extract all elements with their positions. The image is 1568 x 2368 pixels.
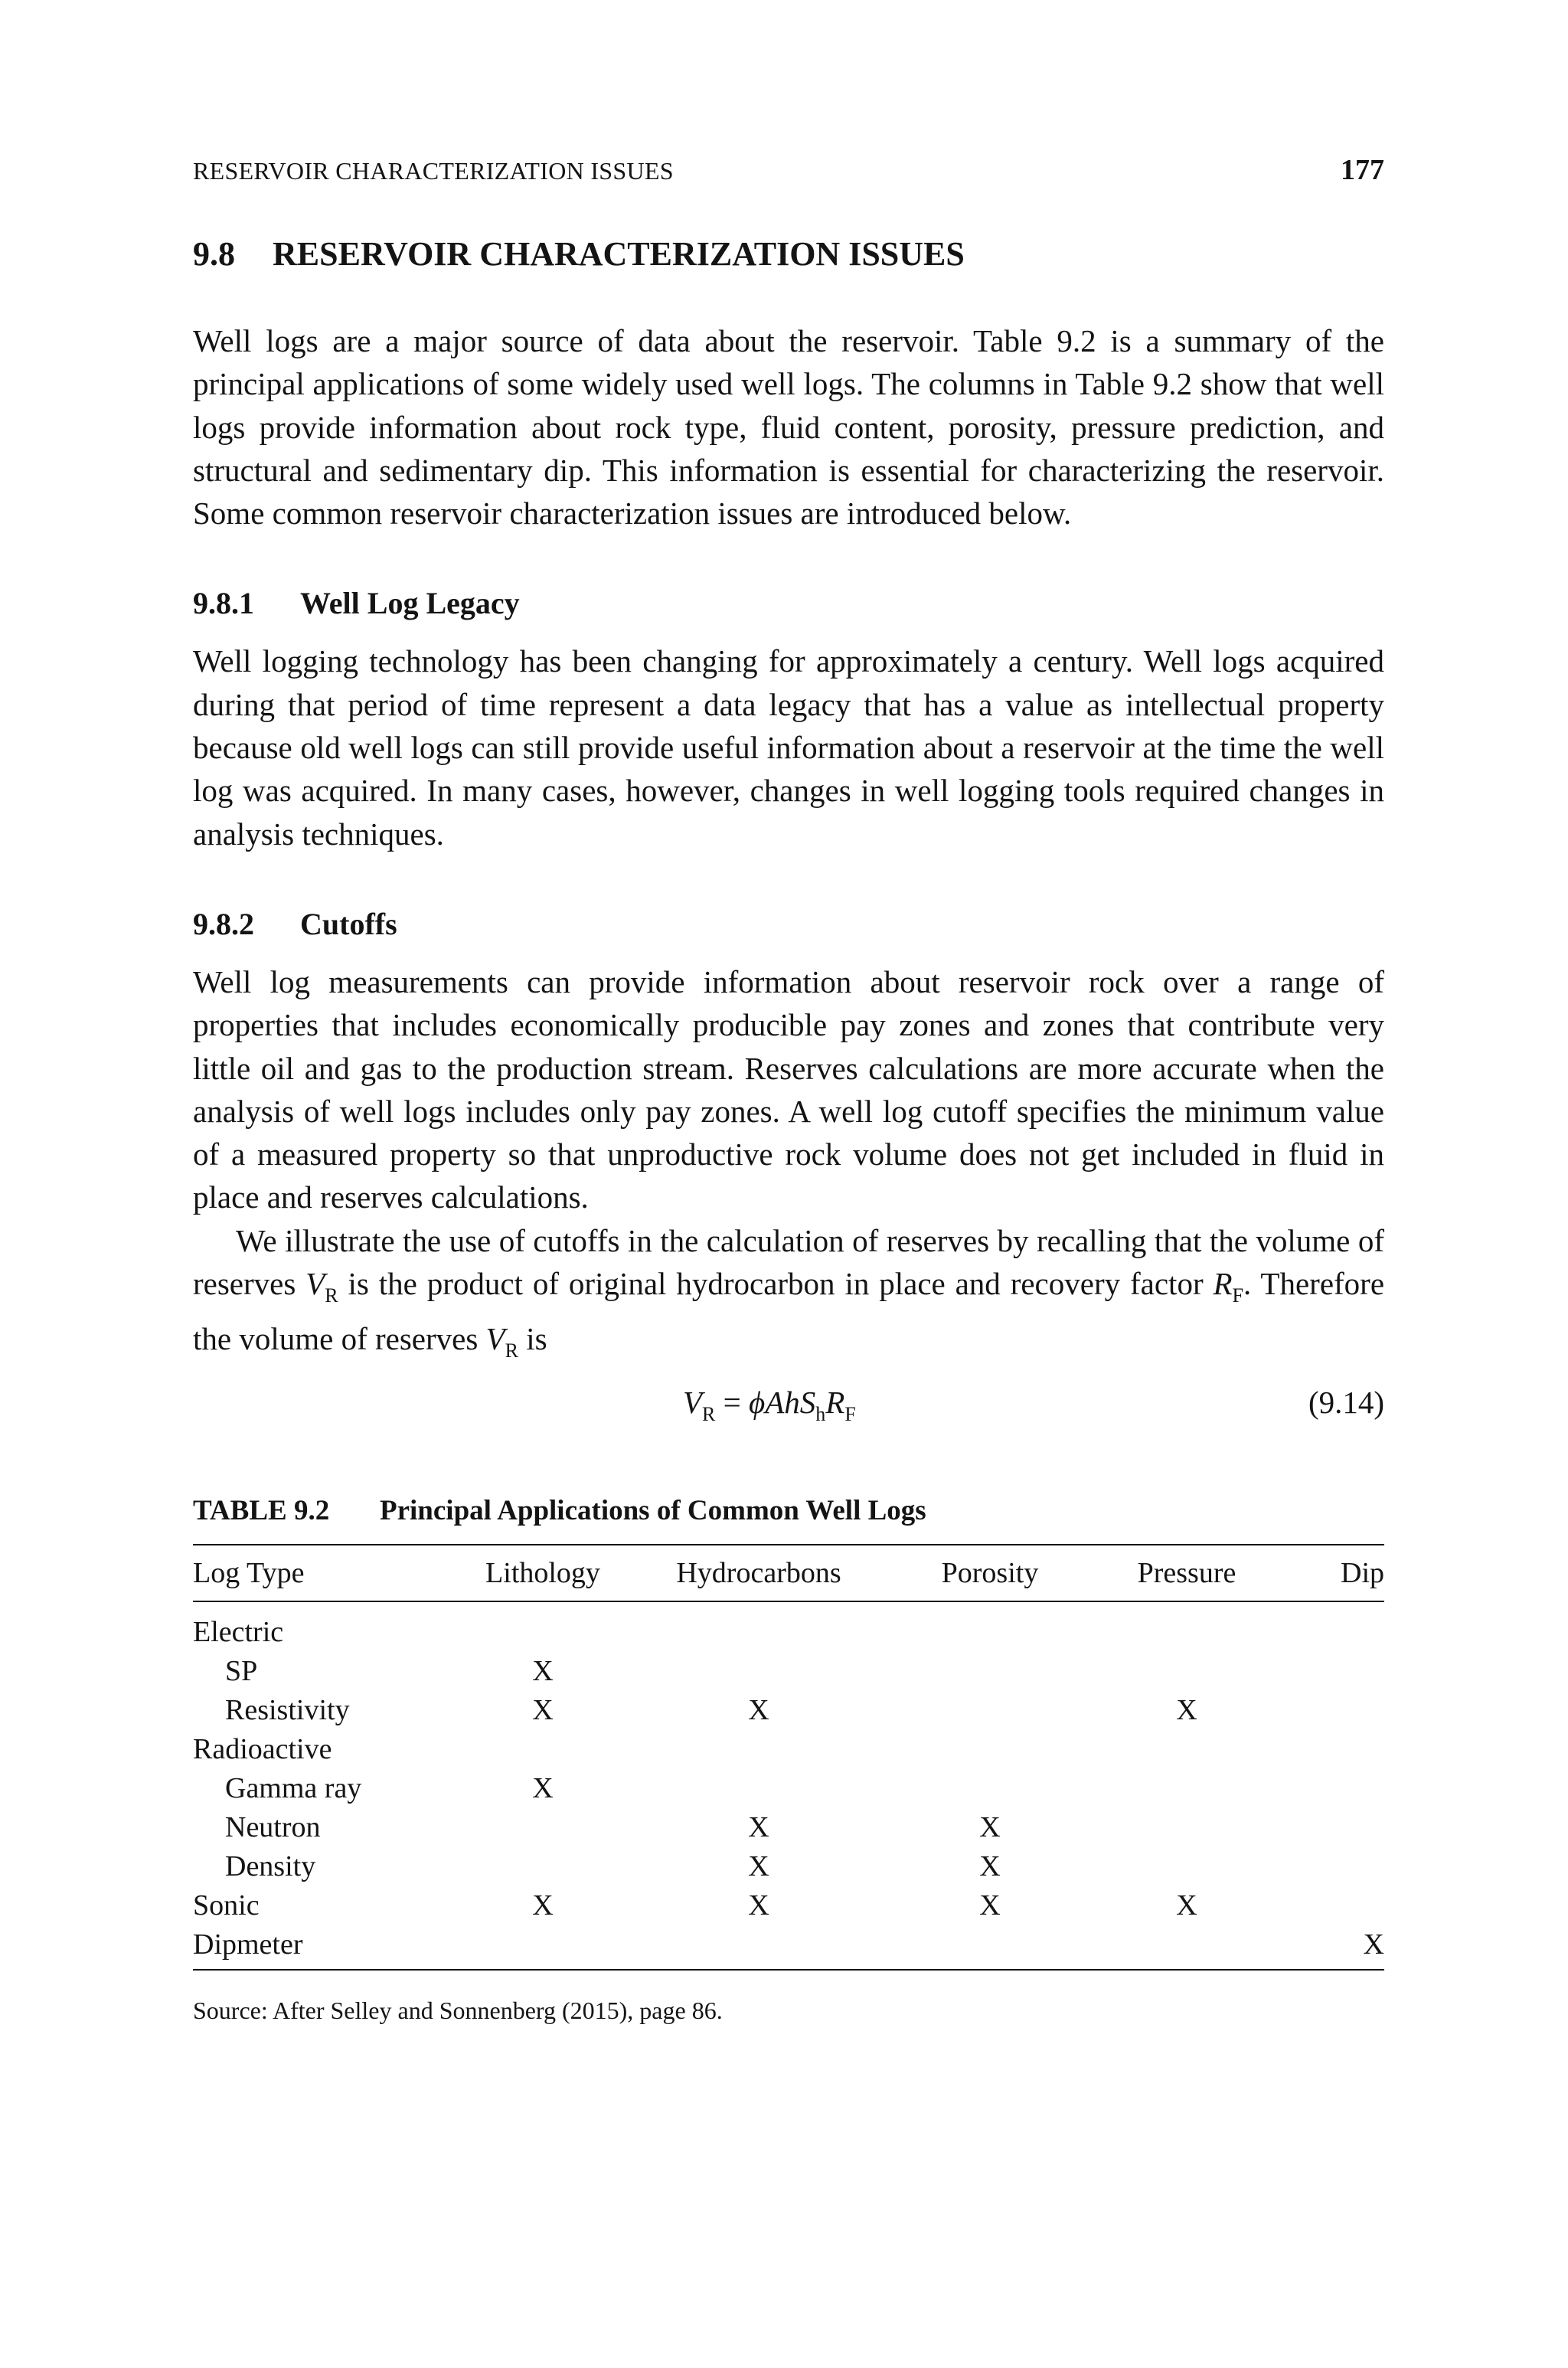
table-cell <box>887 1925 1093 1970</box>
table-cell: Sonic <box>193 1889 260 1922</box>
table-row <box>193 1847 1384 1886</box>
table-cell: Dipmeter <box>193 1925 455 1970</box>
table-cell: X <box>748 1810 769 1843</box>
table-row <box>193 1652 1384 1691</box>
eq-term: A <box>765 1384 785 1420</box>
eq-term: h <box>784 1384 800 1420</box>
table-cell <box>455 1847 631 1886</box>
equation-number: (9.14) <box>1308 1384 1384 1420</box>
table-cell <box>1093 1601 1280 1652</box>
equation-row <box>193 1384 1384 1430</box>
table-cell <box>1093 1847 1280 1886</box>
cutoffs-paragraph-1: Well log measurements can provide information about reservoir rock over a range of properties that includes economically producible pay zones and zones that contribute very little oil and gas to the production stream. Reserves calculations are more accurate when the analysis of well logs includes only pay zones. A well log cutoff specifies the minimum value of a measured property so that unproductive rock volume does not get included in fluid in place and reserves calculations. <box>193 963 1384 1215</box>
table-cell <box>1280 1808 1384 1847</box>
reserves-variable <box>485 1321 518 1362</box>
var-letter: R <box>1213 1266 1233 1302</box>
table-cell <box>631 1652 887 1691</box>
table-cell <box>887 1601 1093 1652</box>
table-cell <box>1093 1808 1280 1847</box>
text-run: is the product of original hydrocarbon in place and recovery factor <box>338 1266 1214 1302</box>
table-cell: X <box>748 1693 769 1726</box>
column-header: Hydrocarbons <box>631 1545 887 1601</box>
table-row <box>193 1886 1384 1925</box>
table-cell <box>631 1769 887 1808</box>
table-cell: X <box>532 1693 554 1726</box>
subsection-title: Well Log Legacy <box>300 586 520 621</box>
table-cell: X <box>979 1810 1001 1843</box>
table-cell <box>455 1925 631 1970</box>
table-cell <box>1093 1769 1280 1808</box>
table-cell: X <box>979 1850 1001 1882</box>
text-run: . Therefore the volume of reserves <box>193 1266 1385 1357</box>
table-row <box>193 1925 1384 1970</box>
table-cell: X <box>979 1889 1001 1922</box>
subsection-title: Cutoffs <box>300 906 397 941</box>
table-cell: X <box>748 1850 769 1882</box>
column-header: Lithology <box>455 1545 631 1601</box>
eq-term: S <box>799 1384 816 1420</box>
column-header: Pressure <box>1093 1545 1280 1601</box>
table-cell <box>887 1769 1093 1808</box>
running-head <box>193 153 1384 195</box>
text-run: is <box>518 1321 547 1357</box>
table-row <box>193 1808 1384 1847</box>
table-row <box>193 1769 1384 1808</box>
table-cell <box>1093 1652 1280 1691</box>
table-cell: X <box>532 1889 554 1922</box>
table-cell: Gamma ray <box>225 1771 362 1804</box>
var-subscript: R <box>505 1339 518 1362</box>
table-cell: X <box>532 1771 554 1804</box>
table-cell <box>1280 1769 1384 1808</box>
var-subscript: F <box>1232 1284 1244 1307</box>
eq-term: ϕ <box>749 1384 766 1420</box>
table-cell <box>1280 1601 1384 1652</box>
column-header: Porosity <box>887 1545 1093 1601</box>
table-cell: X <box>1176 1889 1197 1922</box>
page-number: 177 <box>1341 154 1384 186</box>
table-cell: X <box>532 1654 554 1687</box>
table-cell: X <box>1176 1693 1197 1726</box>
text-run: We illustrate the use of cutoffs in the calculation of reserves by recalling that the volume of reserves <box>193 1222 1384 1302</box>
table-cell: Neutron <box>225 1810 321 1843</box>
table-cell <box>1093 1925 1280 1970</box>
table-label: TABLE 9.2 <box>193 1494 330 1526</box>
table-cell <box>455 1601 631 1652</box>
reserves-equation <box>683 1384 856 1426</box>
table-row <box>193 1730 1384 1769</box>
table-cell <box>887 1691 1093 1730</box>
table-cell <box>1280 1691 1384 1730</box>
table-source-note: Source: After Selley and Sonnenberg (2015), page 86. <box>193 1996 723 2024</box>
table-cell <box>887 1652 1093 1691</box>
table-cell: SP <box>225 1654 258 1687</box>
table-title: Principal Applications of Common Well Logs <box>380 1494 926 1526</box>
subsection-heading-cutoffs <box>193 906 1384 942</box>
section-heading <box>193 234 1384 273</box>
legacy-paragraph: Well logging technology has been changing for approximately a century. Well logs acquired during that period of time represent a data legacy that has a value as intellectual property because old well logs can still provide useful information about a reservoir at the time the well log was acquired. In many cases, however, changes in well logging tools required changes in analysis techniques. <box>193 643 1384 852</box>
column-header: Dip <box>1280 1545 1384 1601</box>
column-header: Log Type <box>193 1545 455 1601</box>
running-title: RESERVOIR CHARACTERIZATION ISSUES <box>193 157 674 185</box>
table-cell: Electric <box>193 1615 284 1648</box>
table-row <box>193 1601 1384 1652</box>
table-cell <box>631 1925 887 1970</box>
table-cell <box>455 1730 631 1769</box>
reserves-variable <box>305 1266 338 1307</box>
table-cell: X <box>748 1889 769 1922</box>
recovery-factor-variable <box>1213 1266 1244 1307</box>
table-cell <box>887 1730 1093 1769</box>
eq-subscript: F <box>844 1402 856 1425</box>
well-logs-table <box>193 1544 1384 1971</box>
eq-subscript: R <box>702 1402 716 1425</box>
table-cell: Resistivity <box>225 1693 350 1726</box>
table-header-row <box>193 1545 1384 1601</box>
subsection-heading-legacy <box>193 585 1384 621</box>
cutoffs-paragraph-2 <box>193 1219 1384 1373</box>
table-cell <box>1280 1886 1384 1925</box>
table-cell <box>1280 1730 1384 1769</box>
table-cell <box>631 1730 887 1769</box>
table-cell <box>1093 1730 1280 1769</box>
table-cell <box>1280 1847 1384 1886</box>
table-caption <box>193 1494 1384 1527</box>
table-cell: X <box>1280 1925 1384 1970</box>
section-title: RESERVOIR CHARACTERIZATION ISSUES <box>273 235 965 273</box>
table-row <box>193 1691 1384 1730</box>
subsection-number: 9.8.2 <box>193 906 254 941</box>
table-cell: Radioactive <box>193 1732 332 1765</box>
section-paragraph: Well logs are a major source of data about the reservoir. Table 9.2 is a summary of the principal applications of some widely used well logs. The columns in Table 9.2 show that well logs provide information about rock type, fluid content, porosity, pressure prediction, and structural and sedimentary dip. This information is essential for characterizing the reservoir. Some common reservoir characterization issues are introduced below. <box>193 323 1384 531</box>
section-number: 9.8 <box>193 235 235 273</box>
page <box>193 153 1384 2025</box>
eq-operator: = <box>715 1384 750 1420</box>
eq-subscript: h <box>815 1402 826 1425</box>
table-cell <box>1280 1652 1384 1691</box>
var-letter: V <box>485 1321 505 1357</box>
var-subscript: R <box>325 1284 338 1307</box>
var-letter: V <box>305 1266 325 1302</box>
table-cell <box>455 1808 631 1847</box>
table-cell: Density <box>225 1850 316 1882</box>
eq-term: V <box>683 1384 703 1420</box>
table-cell <box>631 1601 887 1652</box>
subsection-number: 9.8.1 <box>193 586 254 621</box>
eq-term: R <box>825 1384 845 1420</box>
